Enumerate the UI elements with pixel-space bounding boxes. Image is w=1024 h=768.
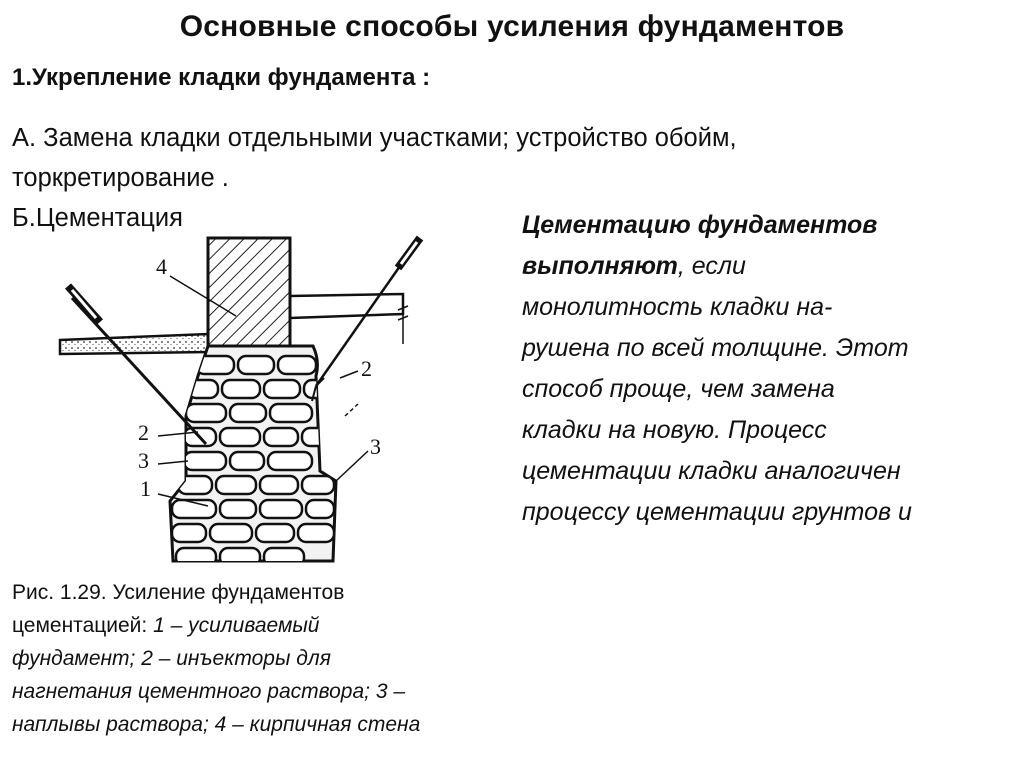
caption-line1: Рис. 1.29. Усиление фундаментов bbox=[12, 581, 345, 604]
left-ground-slab bbox=[60, 334, 208, 354]
label-3-left: 3 bbox=[138, 448, 149, 473]
label-3-right: 3 bbox=[370, 434, 381, 459]
desc-line7: цементации кладки аналогичен bbox=[522, 457, 901, 485]
figure-caption bbox=[12, 576, 532, 741]
brick-wall bbox=[208, 238, 290, 346]
right-ground-slab bbox=[290, 294, 403, 318]
desc-bold-2: выполняют bbox=[522, 252, 678, 280]
left-injector bbox=[68, 286, 206, 444]
desc-line3: монолитность кладки на- bbox=[522, 293, 833, 321]
desc-line6: кладки на новую. Процесс bbox=[522, 416, 827, 444]
desc-line5: способ проще, чем замена bbox=[522, 375, 835, 403]
foundation-cementation-figure bbox=[58, 226, 458, 571]
cementation-description bbox=[522, 205, 1022, 533]
section-heading: 1.Укрепление кладки фундамента : bbox=[12, 64, 431, 91]
label-2-left: 2 bbox=[138, 420, 149, 445]
caption-line5: наплывы раствора; 4 – кирпичная стена bbox=[12, 713, 421, 736]
caption-line3: фундамент; 2 – инъекторы для bbox=[12, 647, 331, 670]
caption-line2-italic: 1 – усиливаемый bbox=[153, 614, 320, 637]
item-a-line1: А. Замена кладки отдельными участками; устройство обойм, bbox=[12, 124, 737, 152]
slide-title: Основные способы усиления фундаментов bbox=[179, 10, 845, 43]
desc-line2-rest: , если bbox=[677, 252, 746, 280]
item-a-line2: торкретирование . bbox=[12, 164, 229, 192]
caption-line4: нагнетания цементного раствора; 3 – bbox=[12, 680, 406, 703]
label-1: 1 bbox=[140, 476, 151, 501]
desc-line8: процессу цементации грунтов и bbox=[522, 498, 912, 526]
desc-bold-1: Цементацию фундаментов bbox=[522, 211, 878, 239]
item-a-text bbox=[12, 118, 1002, 198]
caption-line2-plain: цементацией: bbox=[12, 614, 154, 637]
desc-line4: рушена по всей толщине. Этот bbox=[522, 334, 909, 362]
label-4: 4 bbox=[156, 254, 167, 279]
item-b-text: Б.Цементация bbox=[12, 204, 183, 232]
label-2-right: 2 bbox=[361, 356, 372, 381]
